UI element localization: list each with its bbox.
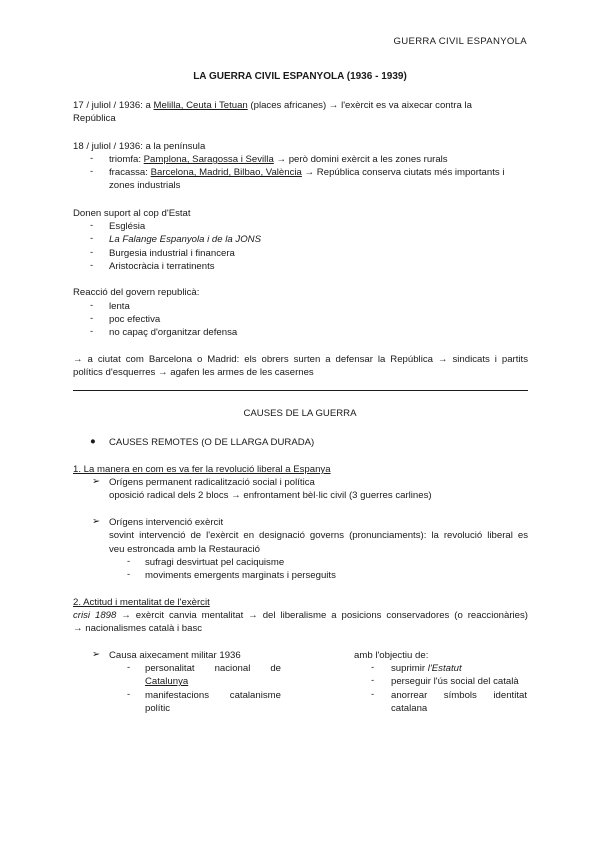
item-line2: zones industrials xyxy=(109,180,181,191)
dash-bullet: - xyxy=(90,220,94,231)
dash-bullet: - xyxy=(371,689,375,700)
date-text: 17 / juliol / 1936: a xyxy=(73,100,154,111)
dash-bullet: - xyxy=(90,153,94,164)
dash-bullet: - xyxy=(127,662,131,673)
dash-bullet: - xyxy=(127,569,131,580)
remote-causes-heading: CAUSES REMOTES (O DE LLARGA DURADA) xyxy=(109,437,315,448)
list-item-cont: polític xyxy=(145,703,171,714)
list-item: sufragi desvirtuat pel caciquisme xyxy=(145,557,285,568)
places-underlined: Melilla, Ceuta i Tetuan xyxy=(153,100,248,111)
list-item-cont: Catalunya xyxy=(145,676,189,687)
item-pre: suprimir xyxy=(391,663,428,674)
sec1-b-line1: sovint intervenció de l'exèrcit en designació governs (pronunciaments): la revolució liberal es xyxy=(109,530,528,541)
list-item: Burgesia industrial i financera xyxy=(109,248,235,259)
sec2-right-title: amb l'objectiu de: xyxy=(354,650,429,661)
sec2-line2: → nacionalismes català i basc xyxy=(73,623,203,634)
dash-bullet: - xyxy=(90,260,94,271)
causes-title: CAUSES DE LA GUERRA xyxy=(243,408,357,419)
crisis-italic: crisi 1898 xyxy=(73,610,117,621)
list-item: La Falange Espanyola i de la JONS xyxy=(109,234,261,245)
dash-bullet: - xyxy=(371,662,375,673)
sec2-line1 xyxy=(73,609,528,622)
list-item: personalitat nacional de xyxy=(145,663,281,674)
list-item-cont: catalana xyxy=(391,703,428,714)
list-item: Església xyxy=(109,221,146,232)
list-item: lenta xyxy=(109,301,130,312)
sec1-a-body: oposició radical dels 2 blocs → enfrontament bèl·lic civil (3 guerres carlines) xyxy=(109,490,432,501)
dash-bullet: - xyxy=(90,313,94,324)
dash-bullet: - xyxy=(90,326,94,337)
dash-bullet: - xyxy=(371,675,375,686)
dash-bullet: - xyxy=(90,247,94,258)
list-item xyxy=(391,662,462,675)
dash-bullet: - xyxy=(127,556,131,567)
workers-line2: polítics d'esquerres → agafen les armes de les casernes xyxy=(73,367,314,378)
dash-bullet: - xyxy=(127,689,131,700)
reaction-heading: Reacció del govern republicà: xyxy=(73,287,200,298)
dash-bullet: - xyxy=(90,166,94,177)
list-item: perseguir l'ús social del català xyxy=(391,676,519,687)
list-item: anorrear símbols identitat xyxy=(391,690,527,701)
sec1-b-title: Orígens intervenció exèrcit xyxy=(109,517,224,528)
item-places: Pamplona, Saragossa i Sevilla xyxy=(143,154,274,165)
item-prefix: triomfa: xyxy=(109,154,144,165)
paragraph-line2: República xyxy=(73,113,116,124)
item-places: Barcelona, Madrid, Bilbao, València xyxy=(150,167,302,178)
dash-bullet: - xyxy=(90,233,94,244)
workers-line1: → a ciutat com Barcelona o Madrid: els obrers surten a defensar la República → sindicats i partits xyxy=(73,354,528,365)
sec2-line1-rest: → exèrcit canvia mentalitat → del liberalisme a posicions conservadores (o reaccionàries) xyxy=(116,610,528,621)
item-rest: → però domini exèrcit a les zones rurals xyxy=(273,154,448,165)
paragraph-17-july xyxy=(73,99,528,125)
sec1-a-title: Orígens permanent radicalització social i política xyxy=(109,477,315,488)
arrow-bullet-icon: ➢ xyxy=(92,649,101,660)
list-item: poc efectiva xyxy=(109,314,161,325)
list-item: no capaç d'organitzar defensa xyxy=(109,327,238,338)
support-heading: Donen suport al cop d'Estat xyxy=(73,208,191,219)
horizontal-rule xyxy=(73,390,528,391)
page-title: LA GUERRA CIVIL ESPANYOLA (1936 - 1939) xyxy=(193,71,407,82)
p2-heading: 18 / juliol / 1936: a la península xyxy=(73,141,206,152)
item-prefix: fracassa: xyxy=(109,167,151,178)
list-item: Aristocràcia i terratinents xyxy=(109,261,215,272)
dot-bullet: ● xyxy=(90,436,96,447)
list-item xyxy=(109,153,528,166)
item-italic: l'Estatut xyxy=(427,663,462,674)
item-rest: → República conserva ciutats més importants i xyxy=(301,167,505,178)
sec1-b-line2: veu estroncada amb la Restauració xyxy=(109,544,260,555)
page-header: GUERRA CIVIL ESPANYOLA xyxy=(393,36,527,47)
list-item xyxy=(109,166,528,192)
list-item: moviments emergents marginats i perseguits xyxy=(145,570,336,581)
arrow-bullet-icon: ➢ xyxy=(92,476,101,487)
arrow-bullet-icon: ➢ xyxy=(92,516,101,527)
sec2-left-title: Causa aixecament militar 1936 xyxy=(109,650,241,661)
section1-heading: 1. La manera en com es va fer la revolució liberal a Espanya xyxy=(73,464,331,475)
paragraph-rest: (places africanes) → l'exèrcit es va aixecar contra la xyxy=(247,100,472,111)
list-item: manifestacions catalanisme xyxy=(145,690,281,701)
section2-heading: 2. Actitud i mentalitat de l'exèrcit xyxy=(73,597,210,608)
dash-bullet: - xyxy=(90,300,94,311)
